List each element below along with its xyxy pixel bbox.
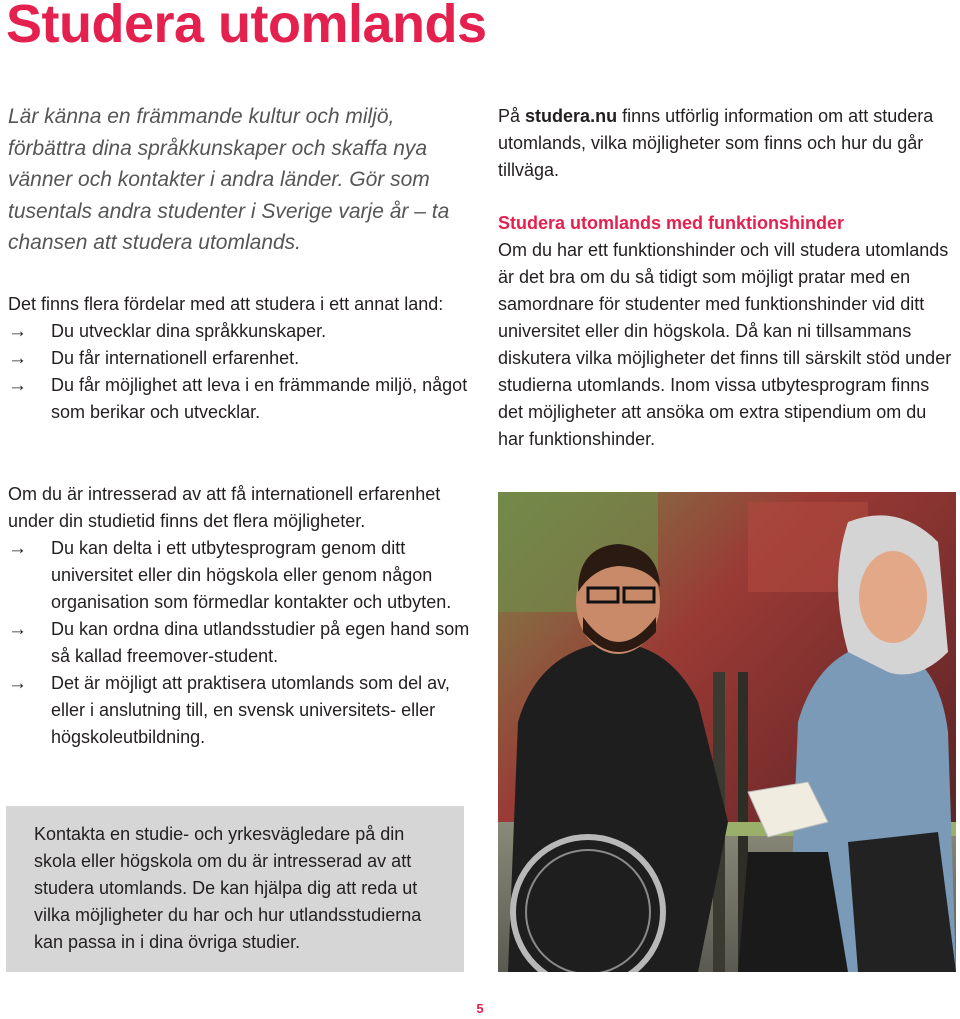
disability-heading: Studera utomlands med funktionshinder [498, 213, 845, 233]
list-item-text: Du kan delta i ett utbytesprogram genom ditt universitet eller din högskola eller genom någon organisation som förmedlar kontakter och utbyten. [51, 538, 452, 612]
list-item-text: Du kan ordna dina utlandsstudier på egen hand som så kallad freemover-student. [51, 619, 470, 666]
list-item-text: Du får möjlighet att leva i en främmande miljö, något som berikar och utvecklar. [51, 375, 468, 422]
disability-paragraph: Om du har ett funktionshinder och vill studera utomlands är det bra om du så tidigt som möjligt pratar med en samordnare för studenter med funktionshinder vid ditt universitet eller din högskola. Då kan ni tillsammans diskutera vilka möjligheter det finns till särskilt stöd under studierna utomlands. Inom vissa utbytesprogram finns det möjligheter att ansöka om extra stipendium om du har funktionshinder. [498, 240, 952, 449]
site-link[interactable]: studera.nu [525, 106, 618, 126]
info-prefix: På [498, 106, 521, 126]
arrow-icon: → [8, 538, 27, 559]
list-item-text: Du får internationell erfarenhet. [51, 348, 300, 368]
list-item-text: Du utvecklar dina språkkunskaper. [51, 321, 327, 341]
advantages-list [8, 318, 478, 426]
right-column [498, 103, 956, 453]
list-item [8, 535, 478, 616]
contact-text: Kontakta en studie- och yrkesvägledare på din skola eller högskola om du är intresserad av att studera utomlands. De kan hjälpa dig att reda ut vilka möjligheter du har och hur utlandsstudierna kan passa in i dina övriga studier. [34, 824, 422, 952]
advantages-section [8, 291, 478, 426]
page-number: 5 [476, 1001, 484, 1016]
list-item [8, 372, 478, 426]
arrow-icon: → [8, 375, 27, 396]
list-item [8, 616, 478, 670]
info-paragraph [498, 103, 956, 184]
contact-box [6, 806, 464, 972]
arrow-icon: → [8, 321, 27, 342]
list-item [8, 318, 478, 345]
ways-lead: Om du är intresserad av att få internationell erfarenhet under din studietid finns det flera möjligheter. [8, 484, 441, 531]
list-item [8, 670, 478, 751]
students-photo [498, 492, 956, 972]
list-item [8, 345, 478, 372]
ways-list [8, 535, 478, 751]
list-item-text: Det är möjligt att praktisera utomlands som del av, eller i anslutning till, en svensk universitets- eller högskoleutbildning. [51, 673, 450, 747]
ways-section [8, 481, 478, 751]
page-title: Studera utomlands [6, 0, 487, 54]
info-text: finns utförlig information om att studera utomlands, vilka möjligheter som finns och hur du går tillväga. [498, 106, 934, 180]
intro-paragraph: Lär känna en främmande kultur och miljö, förbättra dina språkkunskaper och skaffa nya vänner och kontakter i andra länder. Gör som tusentals andra studenter i Sverige varje år – ta chansen att studera utomlands. [8, 105, 450, 254]
advantages-lead: Det finns flera fördelar med att studera i ett annat land: [8, 294, 444, 314]
arrow-icon: → [8, 619, 27, 640]
arrow-icon: → [8, 673, 27, 694]
arrow-icon: → [8, 348, 27, 369]
